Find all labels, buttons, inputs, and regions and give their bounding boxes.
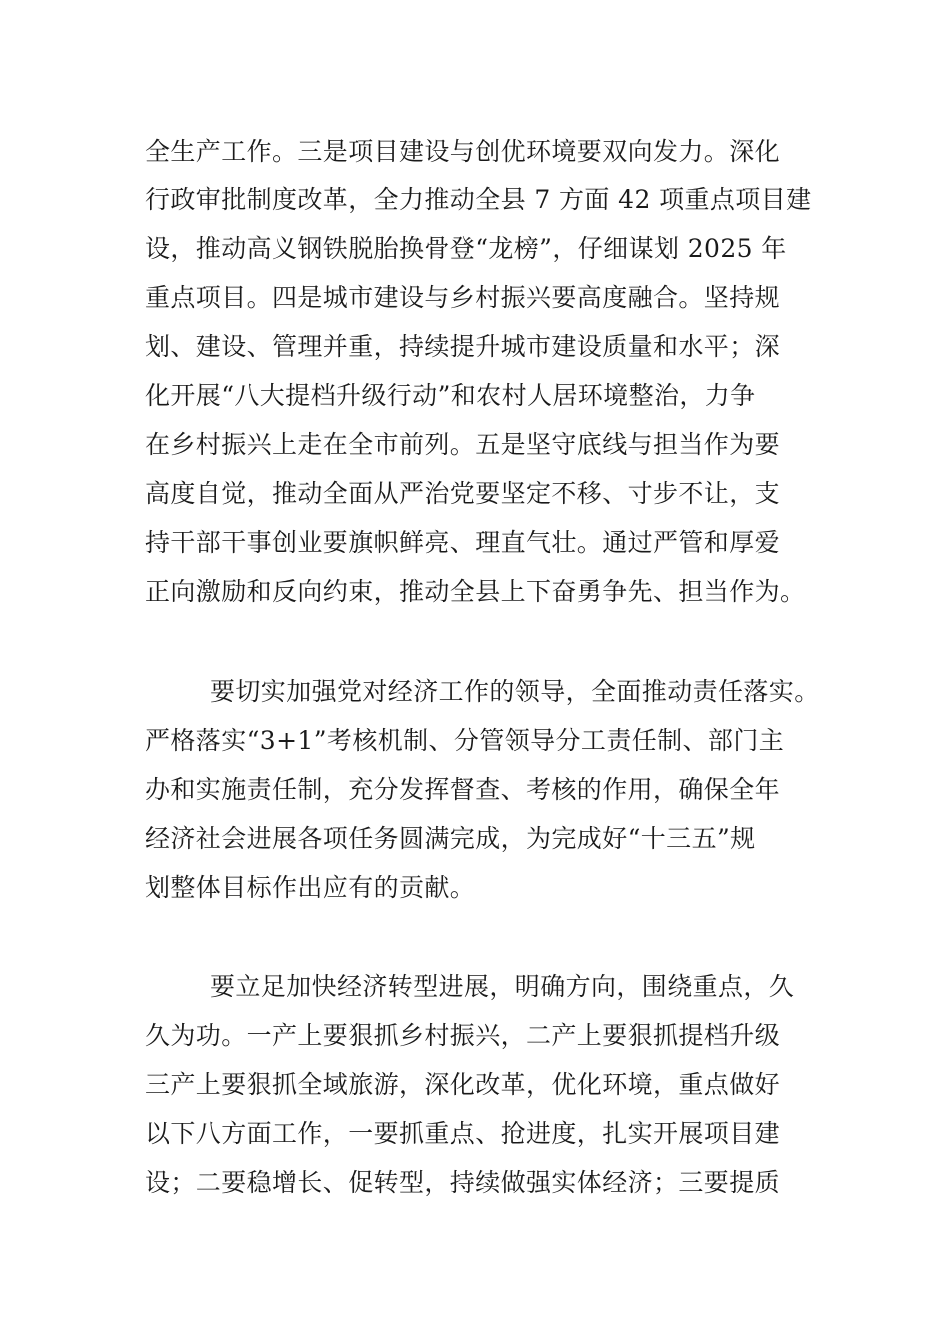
text-line: 要切实加强党对经济工作的领导，全面推动责任落实。 [210, 677, 820, 706]
text-line: 三产上要狠抓全域旅游，深化改革，优化环境，重点做好 [145, 1070, 781, 1099]
text-line: 化开展“八大提档升级行动”和农村人居环境整治，力争 [145, 381, 756, 410]
text-line: 办和实施责任制，充分发挥督查、考核的作用，确保全年 [145, 775, 781, 804]
text-line: 在乡村振兴上走在全市前列。五是坚守底线与担当作为要 [145, 430, 781, 459]
text-line: 以下八方面工作，一要抓重点、抢进度，扎实开展项目建 [145, 1119, 781, 1148]
text-line: 全生产工作。三是项目建设与创优环境要双向发力。深化 [145, 137, 781, 166]
text-line: 高度自觉，推动全面从严治党要坚定不移、寸步不让，支 [145, 479, 781, 508]
text-line: 划整体目标作出应有的贡献。 [145, 873, 476, 902]
text-line: 重点项目。四是城市建设与乡村振兴要高度融合。坚持规 [145, 283, 781, 312]
text-line: 设；二要稳增长、促转型，持续做强实体经济；三要提质 [145, 1168, 781, 1197]
text-line: 正向激励和反向约束，推动全县上下奋勇争先、担当作为。 [145, 577, 806, 606]
text-line: 严格落实“3+1”考核机制、分管领导分工责任制、部门主 [145, 726, 785, 755]
text-line: 久为功。一产上要狠抓乡村振兴，二产上要狠抓提档升级 [145, 1021, 781, 1050]
text-line: 划、建设、管理并重，持续提升城市建设质量和水平；深 [145, 332, 781, 361]
text-line: 要立足加快经济转型进展，明确方向，围绕重点，久 [210, 972, 795, 1001]
text-line: 设，推动高义钢铁脱胎换骨登“龙榜”，仔细谋划 2025 年 [145, 234, 787, 263]
text-line: 经济社会进展各项任务圆满完成，为完成好“十三五”规 [145, 824, 756, 853]
text-line: 行政审批制度改革，全力推动全县 7 方面 42 项重点项目建 [145, 185, 812, 214]
text-line: 持干部干事创业要旗帜鲜亮、理直气壮。通过严管和厚爱 [145, 528, 781, 557]
